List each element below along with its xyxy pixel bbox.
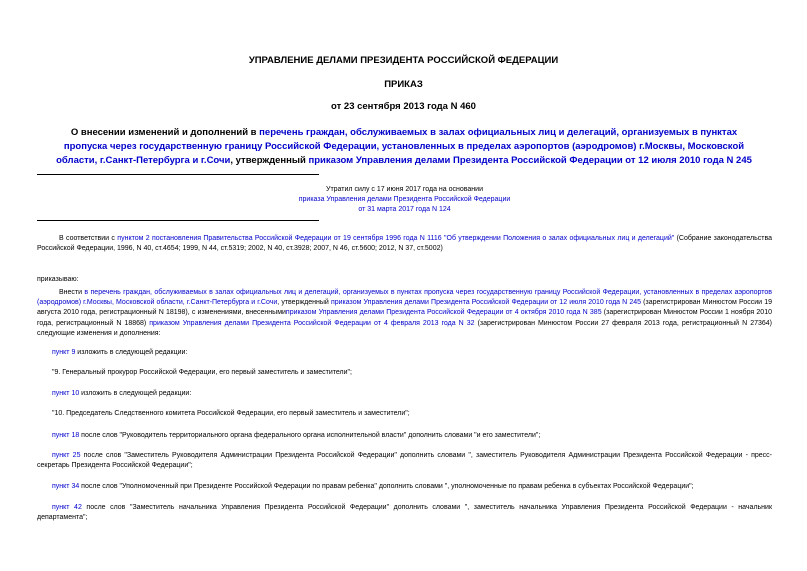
- organization-header: УПРАВЛЕНИЕ ДЕЛАМИ ПРЕЗИДЕНТА РОССИЙСКОЙ ФЕДЕРАЦИИ: [248, 55, 559, 66]
- main-text: Внести: [59, 289, 85, 296]
- main-link-order-385[interactable]: приказом Управления делами Президента Российской Федерации от 4 октября 2010 года N 385: [285, 309, 602, 317]
- divider-top: [37, 174, 319, 175]
- item-text: "10. Председатель Следственного комитета Российской Федерации, его первый заместитель и заместители";: [52, 410, 410, 417]
- item-link[interactable]: пункт 25: [52, 452, 81, 459]
- document-type: ПРИКАЗ: [384, 79, 423, 90]
- document-date: от 23 сентября 2013 года N 460: [331, 101, 476, 112]
- title-text: , утвержденный: [230, 155, 309, 166]
- item-text: после слов "Заместитель начальника Управления Президента Российской Федерации" дополнить словами ", заместитель начальника Управления Президента Российской Федерации - начальник департамента";: [37, 504, 773, 522]
- title-link-order[interactable]: приказом Управления делами Президента Российской Федерации от 12 июля 2010 года N 245: [308, 155, 752, 166]
- title-link-list[interactable]: перечень граждан, обслуживаемых в залах официальных лиц и делегаций, организуемых в пунктах пропуска через государственную границу Российской Федерации, установленных в пределах аэропортов (аэродромов) г.Москвы, Московской области, г.Санкт-Петербурга и г.Сочи: [56, 127, 745, 166]
- main-text: , утвержденный: [277, 299, 331, 307]
- divider-bottom: [37, 220, 319, 221]
- item-text: изложить в следующей редакции:: [79, 390, 192, 397]
- item-text: "9. Генеральный прокурор Российской Федерации, его первый заместитель и заместители";: [52, 369, 352, 376]
- item-paragraph: [52, 431, 772, 441]
- item-paragraph: [52, 482, 772, 492]
- item-text: после слов "Руководитель территориального органа федерального органа исполнительной власти" дополнить словами "и его заместители";: [79, 432, 541, 439]
- item-text: после слов "Уполномоченный при Президенте Российской Федерации по правам ребенка" дополнить словами ", уполномоченные по правам ребенка в субъектах Российской Федерации";: [79, 483, 694, 490]
- lost-force-link[interactable]: приказа Управления делами Президента Российской Федерации: [298, 196, 511, 203]
- item-paragraph: [52, 348, 772, 358]
- main-paragraph: [37, 288, 772, 339]
- main-text: (зарегистрирован Минюстом России 27 февраля 2013 года, регистрационный N 27364) следующие изменения и дополнения:: [37, 319, 773, 337]
- item-link[interactable]: пункт 34: [52, 483, 80, 490]
- lost-force-note: [37, 185, 772, 215]
- main-text: (зарегистрирован Минюстом России 1 ноября 2010 года, регистрационный N 18868): [37, 309, 772, 327]
- main-link-order-32[interactable]: приказом Управления делами Президента Российской Федерации от 4 февраля 2013 года N 32: [149, 319, 475, 327]
- main-text: (зарегистрирован Минюстом России 19 августа 2010 года, регистрационный N 18198), с изменениями, внесенными: [37, 299, 772, 317]
- item-link[interactable]: пункт 10: [52, 390, 80, 397]
- lost-force-link-date[interactable]: от 31 марта 2017 года N 124: [358, 206, 451, 213]
- item-paragraph: [37, 503, 772, 523]
- item-paragraph: [52, 409, 772, 419]
- item-link[interactable]: пункт 42: [52, 504, 82, 511]
- main-link-list[interactable]: в перечень граждан, обслуживаемых в залах официальных лиц и делегаций, организуемых в пунктах пропуска через государственную границу Российской Федерации, установленных в пределах аэропортов (аэродромов) г.Москвы, Московской области, г.Санкт-Петербурга и г.Сочи: [37, 289, 772, 307]
- preamble-link[interactable]: пунктом 2 постановления Правительства Российской Федерации от 19 сентября 1996 года N 1116 "Об утверждении Положения о залах официальных лиц и делегаций": [117, 235, 675, 242]
- item-paragraph: [52, 389, 772, 399]
- item-text: изложить в следующей редакции:: [75, 349, 188, 356]
- preamble-text: (Собрание законодательства Российской Федерации, 1996, N 40, ст.4654; 1999, N 44, ст.5319; 2002, N 40, ст.3928; 2007, N 46, ст.5600; 2012, N 37, ст.5002): [37, 235, 772, 253]
- lost-force-line: Утратил силу с 17 июня 2017 года на основании: [326, 186, 483, 193]
- document-title: [48, 126, 760, 168]
- item-paragraph: [52, 368, 772, 378]
- preamble-text: В соответствии с: [59, 235, 118, 242]
- main-link-order-245[interactable]: приказом Управления делами Президента Российской Федерации от 12 июля 2010 года N 245: [330, 299, 642, 307]
- order-word: приказываю:: [37, 276, 79, 283]
- item-paragraph: [37, 451, 772, 471]
- title-text: О внесении изменений и дополнений в: [70, 127, 260, 138]
- item-text: после слов "Заместитель Руководителя Администрации Президента Российской Федерации" дополнить словами ", заместитель Руководителя Администрации Президента Российской Федерации - пресс-секретарь Президента Российской Федерации";: [37, 452, 773, 470]
- item-link[interactable]: пункт 9: [52, 349, 76, 356]
- preamble-paragraph: [37, 234, 772, 254]
- item-link[interactable]: пункт 18: [52, 432, 80, 439]
